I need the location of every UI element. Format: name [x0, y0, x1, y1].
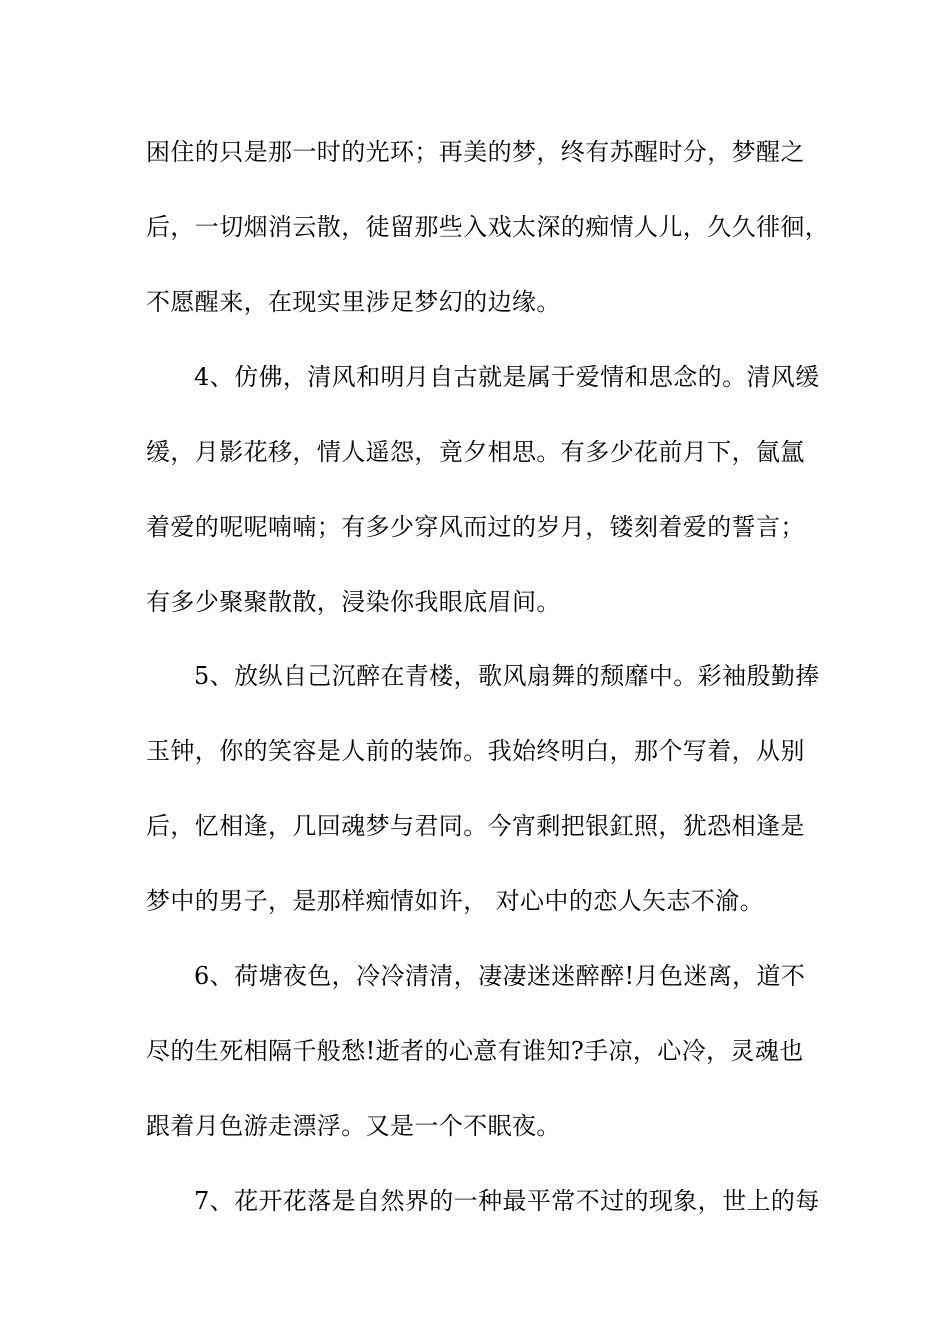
paragraph-7-line-1: 7、花开花落是自然界的一种最平常不过的现象，世上的每 — [194, 1187, 820, 1215]
paragraph-1-line-3: 不愿醒来，在现实里涉足梦幻的边缘。 — [146, 288, 561, 316]
paragraph-5-line-3: 后，忆相逢，几回魂梦与君同。今宵剩把银釭照，犹恐相逢是 — [146, 812, 805, 840]
paragraph-1-line-1: 困住的只是那一时的光环；再美的梦，终有苏醒时分，梦醒之 — [146, 138, 805, 166]
paragraph-6-line-1: 6、荷塘夜色，冷冷清清，凄凄迷迷醉醉!月色迷离，道不 — [194, 962, 806, 990]
paragraph-6-line-3: 跟着月色游走漂浮。又是一个不眠夜。 — [146, 1112, 561, 1140]
paragraph-5-line-2: 玉钟，你的笑容是人前的装饰。我始终明白，那个写着，从别 — [146, 737, 805, 765]
paragraph-5-line-1: 5、放纵自己沉醉在青楼，歌风扇舞的颓靡中。彩袖殷勤捧 — [194, 662, 820, 690]
paragraph-4-line-2: 缓，月影花移，情人遥怨，竟夕相思。有多少花前月下，氤氲 — [146, 438, 805, 466]
paragraph-4-line-3: 着爱的呢呢喃喃；有多少穿风而过的岁月，镂刻着爱的誓言； — [146, 513, 805, 541]
paragraph-5-line-4: 梦中的男子，是那样痴情如许， 对心中的恋人矢志不渝。 — [146, 887, 765, 915]
paragraph-6-line-2: 尽的生死相隔千般愁!逝者的心意有谁知?手凉，心冷，灵魂也 — [146, 1037, 804, 1065]
paragraph-1-line-2: 后，一切烟消云散，徒留那些入戏太深的痴情人儿，久久徘徊， — [146, 213, 830, 241]
paragraph-4-line-1: 4、仿佛，清风和明月自古就是属于爱情和思念的。清风缓 — [194, 363, 820, 391]
paragraph-4-line-4: 有多少聚聚散散，浸染你我眼底眉间。 — [146, 588, 561, 616]
